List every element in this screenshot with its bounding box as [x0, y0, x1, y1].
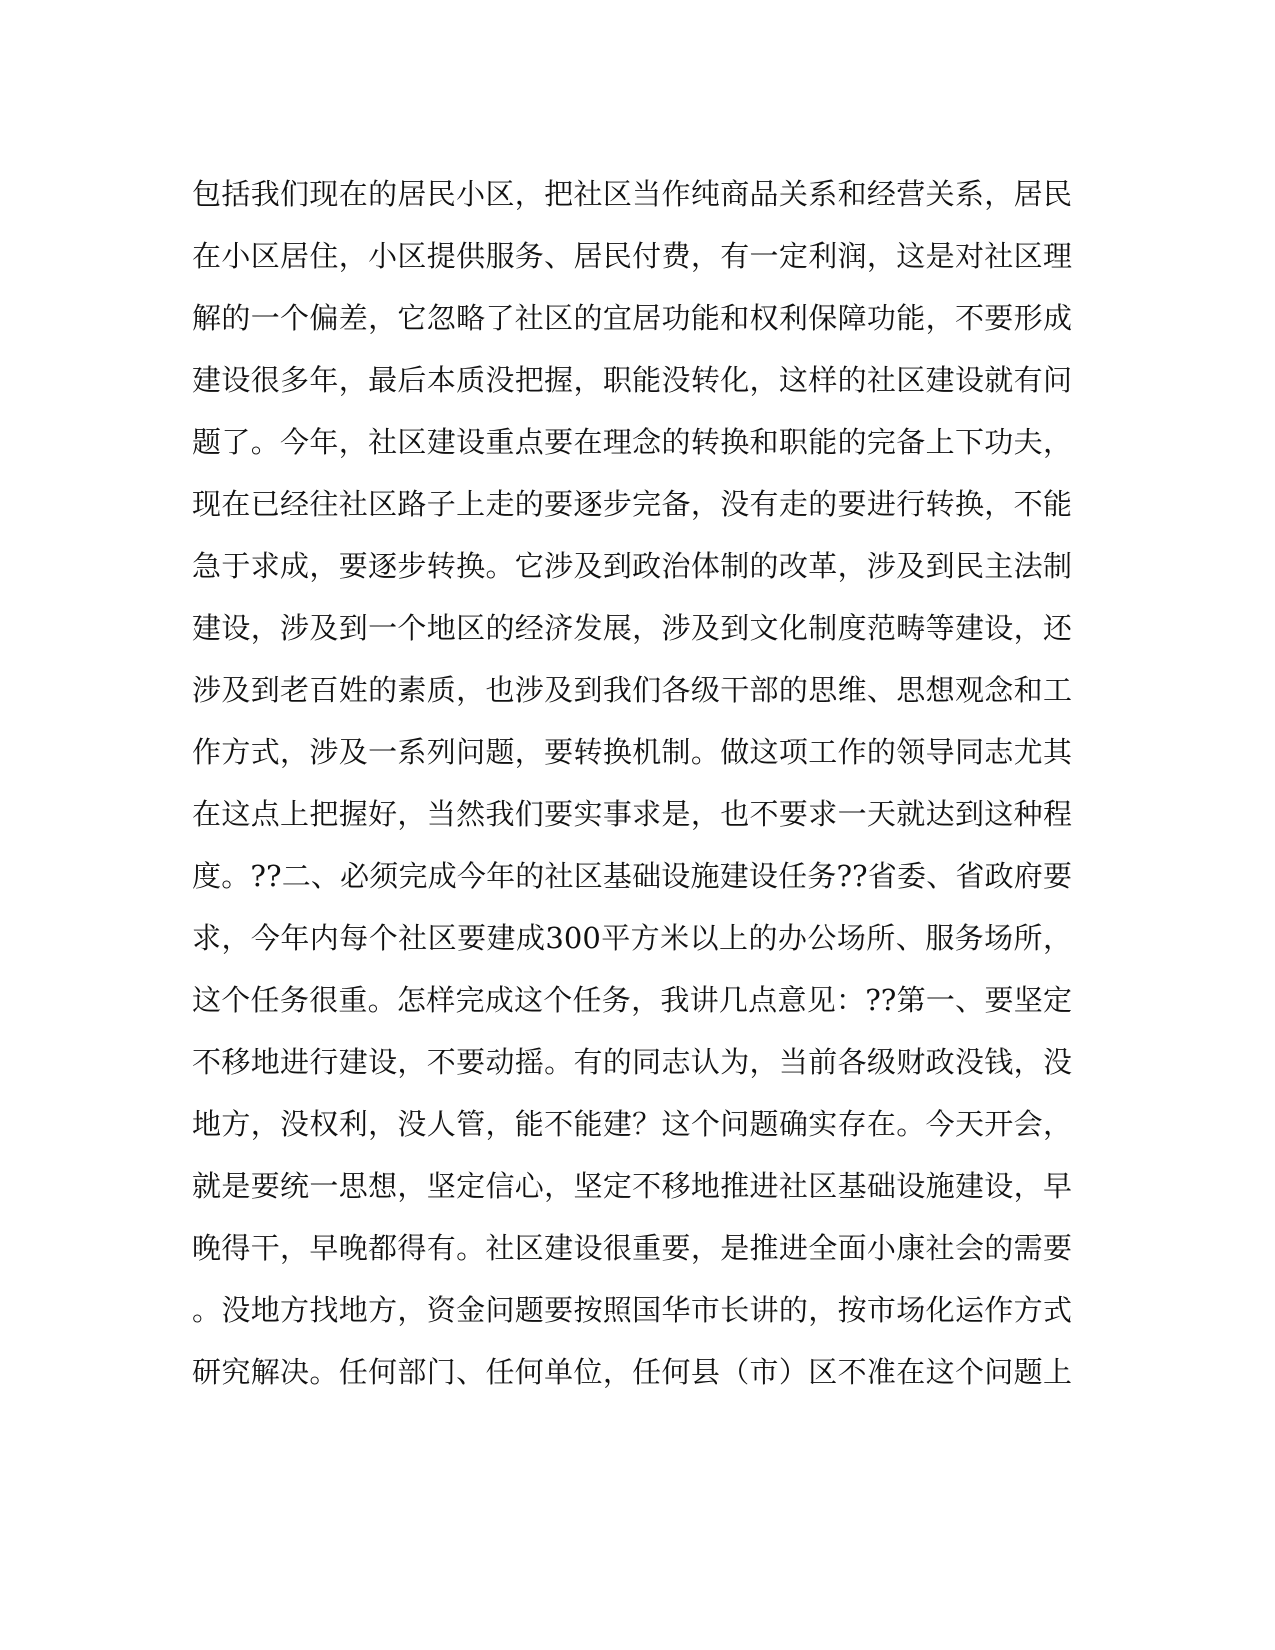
text-line: 现在已经往社区路子上走的要逐步完备，没有走的要进行转换，不能 [192, 487, 1072, 521]
body-text [192, 163, 1072, 1403]
text-line: 就是要统一思想，坚定信心，坚定不移地推进社区基础设施建设，早 [192, 1169, 1072, 1203]
text-line: 解的一个偏差，它忽略了社区的宜居功能和权利保障功能，不要形成 [192, 301, 1072, 335]
text-line: 晚得干，早晚都得有。社区建设很重要，是推进全面小康社会的需要 [192, 1231, 1072, 1265]
text-line: 研究解决。任何部门、任何单位，任何县（市）区不准在这个问题上 [192, 1355, 1072, 1389]
text-line: 度。??二、必须完成今年的社区基础设施建设任务??省委、省政府要 [192, 859, 1072, 893]
text-line: 这个任务很重。怎样完成这个任务，我讲几点意见：??第一、要坚定 [192, 983, 1072, 1017]
text-line: 在小区居住，小区提供服务、居民付费，有一定利润，这是对社区理 [192, 239, 1072, 273]
text-line: 建设很多年，最后本质没把握，职能没转化，这样的社区建设就有问 [192, 363, 1072, 397]
text-line: 地方，没权利，没人管，能不能建？这个问题确实存在。今天开会， [192, 1107, 1072, 1141]
text-line: 求，今年内每个社区要建成300平方米以上的办公场所、服务场所， [192, 921, 1072, 955]
text-line: 包括我们现在的居民小区，把社区当作纯商品关系和经营关系，居民 [192, 177, 1072, 211]
text-line: 不移地进行建设，不要动摇。有的同志认为，当前各级财政没钱，没 [192, 1045, 1072, 1079]
text-line: 题了。今年，社区建设重点要在理念的转换和职能的完备上下功夫， [192, 425, 1072, 459]
text-line: 。没地方找地方，资金问题要按照国华市长讲的，按市场化运作方式 [192, 1293, 1072, 1327]
text-line: 急于求成，要逐步转换。它涉及到政治体制的改革，涉及到民主法制 [192, 549, 1072, 583]
text-line: 涉及到老百姓的素质，也涉及到我们各级干部的思维、思想观念和工 [192, 673, 1072, 707]
text-line: 在这点上把握好，当然我们要实事求是，也不要求一天就达到这种程 [192, 797, 1072, 831]
text-line: 建设，涉及到一个地区的经济发展，涉及到文化制度范畴等建设，还 [192, 611, 1072, 645]
text-line: 作方式，涉及一系列问题，要转换机制。做这项工作的领导同志尤其 [192, 735, 1072, 769]
